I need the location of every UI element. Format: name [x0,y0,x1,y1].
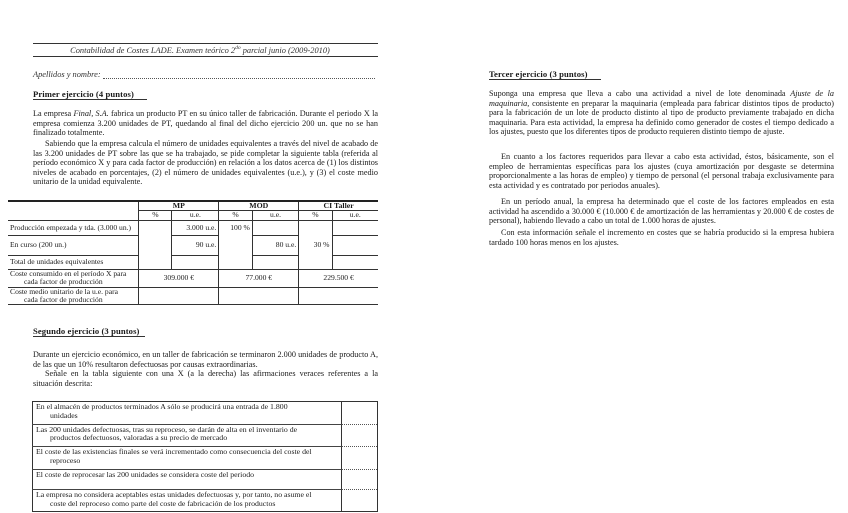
cell-ci-ue[interactable] [332,255,378,269]
table-row [33,402,378,425]
answer-mark-cell[interactable] [342,424,378,447]
exercise-1-heading: Primer ejercicio (4 puntos) [33,89,134,99]
exercise-3-heading-underline [489,79,601,80]
cell-mod-ue[interactable] [252,220,298,235]
exercise-2-paragraph-1: Durante un ejercicio económico, en un taller de fabricación se terminaron 2.000 unidades de producto A, de las que un 10% resultaron defectuosas por causas extraordinarias. [33,350,378,369]
cell-mp-cost: 309.000 € [139,269,219,287]
cell-mod-ue: 80 u.e. [252,235,298,255]
exercise-3-paragraph-3: En un período anual, la empresa ha determinado que el coste de los factores empleados en esta actividad ha ascendido a 30.000 € (10.000 € de amortización de las herramientas y 20.000 € de costes de personal), habiendo llevado a cabo un total de 1.000 horas de ajustes. [489,197,834,226]
subhead-ue: u.e. [172,211,219,220]
table-row [8,269,378,287]
answer-mark-cell[interactable] [342,489,378,512]
name-field-line[interactable] [103,78,375,79]
cell-ci-unit-cost[interactable] [299,287,378,305]
exercise-2-paragraph-2: Señale en la tabla siguiente con una X (a la derecha) las afirmaciones veraces referentes a la situación descrita: [33,369,378,388]
exercise-3-heading: Tercer ejercicio (3 puntos) [489,69,588,79]
exam-title: Contabilidad de Costes LADE. Examen teórico $2^{do}$ parcial junio (2009-2010) [70,45,330,55]
cell-mp-unit-cost[interactable] [139,287,219,305]
subhead-ue: u.e. [252,211,298,220]
table-row [33,469,378,489]
table-row [8,235,378,255]
row-label: Coste medio unitario de la u.e. para cada factor de producción [8,287,139,305]
subhead-ue: u.e. [332,211,378,220]
exercise-3-paragraph-1: Suponga una empresa que lleva a cabo una actividad a nivel de lote denominada Ajuste de la maquinaria, consistente en preparar la maquinaria (empleada para fabricar distintos tipos de producto) para la fabricación de un lote de producto distinto al tipo de producto previamente trabajado en dicha maquinaria. Para esta actividad, la empresa ha definido como generador de costes el tiempo dedicado a los ajustes, puesto que los diferentes tipos de producto requieren distinto tiempo de ajuste. [489,89,834,137]
equivalent-units-table [8,200,378,305]
answer-mark-cell[interactable] [342,469,378,489]
cell-mp-pct[interactable] [139,220,172,235]
answer-mark-cell[interactable] [342,402,378,425]
cell-mod-ue[interactable] [252,255,298,269]
exercise-2-heading: Segundo ejercicio (3 puntos) [33,326,140,336]
cell-mod-unit-cost[interactable] [219,287,299,305]
exercise-3-paragraph-4: Con esta información señale el incremento en costes que se habría producido si la empresa hubiera tardado 100 horas menos en los ajustes. [489,228,834,247]
statements-table [32,401,378,512]
cell-mp-ue: 90 u.e. [172,235,219,255]
exercise-1-paragraph-2: Sabiendo que la empresa calcula el número de unidades equivalentes a través del nivel de acabado de las 3.200 unidades de PT sobre las que se ha trabajado, se pide completar la siguiente tabla (referida al período económico X y para cada factor de producción) en relación a los datos acerca de (1) los distintos niveles de acabado en porcentajes, (2) el número de unidades equivalentes (u.e.), y (3) el coste medio unitario de la unidad equivalente. [33,139,378,187]
subhead-pct: % [219,211,253,220]
col-group-mod: MOD [219,201,299,211]
exercise-2-heading-underline [33,336,145,337]
row-label: En curso (200 un.) [8,235,139,255]
table-corner [8,201,139,220]
subhead-pct: % [299,211,332,220]
cell-mp-ue[interactable] [172,255,219,269]
col-group-ci: CI Taller [299,201,378,211]
exercise-1-heading-underline [33,99,147,100]
statement-text: Las 200 unidades defectuosas, tras su reproceso, se darán de alta en el inventario de productos defectuosos, valoradas a su precio de mercado [33,424,342,447]
exercise-3-paragraph-2: En cuanto a los factores requeridos para llevar a cabo esta actividad, éstos, básicamente, son el empleo de herramientas específicas para los ajustes (cuya amortización por desgaste se determina proporcionalmente a las horas de empleo) y tiempo de personal (el personal trabaja exclusivamente para esta actividad y es contratado por periodos anuales). [489,152,834,190]
cell-ci-pct[interactable] [299,220,332,235]
name-field-label: Apellidos y nombre: [33,70,101,79]
header-rule-bottom [33,56,378,57]
statement-text: El coste de las existencias finales se verá incrementado como consecuencia del coste del reproceso [33,447,342,470]
col-group-mp: MP [139,201,219,211]
row-label: Total de unidades equivalentes [8,255,139,269]
table-row [33,447,378,470]
table-row [8,220,378,235]
cell-mod-pct: 100 % [219,220,253,235]
table-row [33,424,378,447]
row-label: Producción empezada y tda. (3.000 un.) [8,220,139,235]
cell-mod-cost: 77.000 € [219,269,299,287]
cell-ci-pct: 30 % [299,235,332,255]
cell-ci-cost: 229.500 € [299,269,378,287]
table-row [33,489,378,512]
statement-text: El coste de reprocesar las 200 unidades se considera coste del periodo [33,469,342,489]
table-row [8,287,378,305]
statement-text: En el almacén de productos terminados A sólo se producirá una entrada de 1.800 unidades [33,402,342,425]
cell-mp-ue: 3.000 u.e. [172,220,219,235]
cell-ci-pct[interactable] [299,255,332,269]
statement-text: La empresa no considera aceptables estas unidades defectuosas y, por tanto, no asume el coste del reproceso como parte del coste de fabricación de los productos [36,489,312,508]
cell-mp-pct[interactable] [139,235,172,255]
header-rule-top [33,43,378,44]
cell-ci-ue[interactable] [332,220,378,235]
cell-mod-pct[interactable] [219,235,253,255]
cell-mod-pct[interactable] [219,255,253,269]
cell-ci-ue[interactable] [332,235,378,255]
exercise-1-paragraph-1: La empresa Final, S.A. fabrica un producto PT en su único taller de fabricación. Durante el periodo X la empresa comienza 3.200 unidades de PT, quedando al final del dicho ejercicio 200 un. que no se han finalizado totalmente. [33,109,378,138]
subhead-pct: % [139,211,172,220]
answer-mark-cell[interactable] [342,447,378,470]
cell-mp-pct[interactable] [139,255,172,269]
table-row [8,255,378,269]
row-label: Coste consumido en el período X para cada factor de producción [8,269,139,287]
